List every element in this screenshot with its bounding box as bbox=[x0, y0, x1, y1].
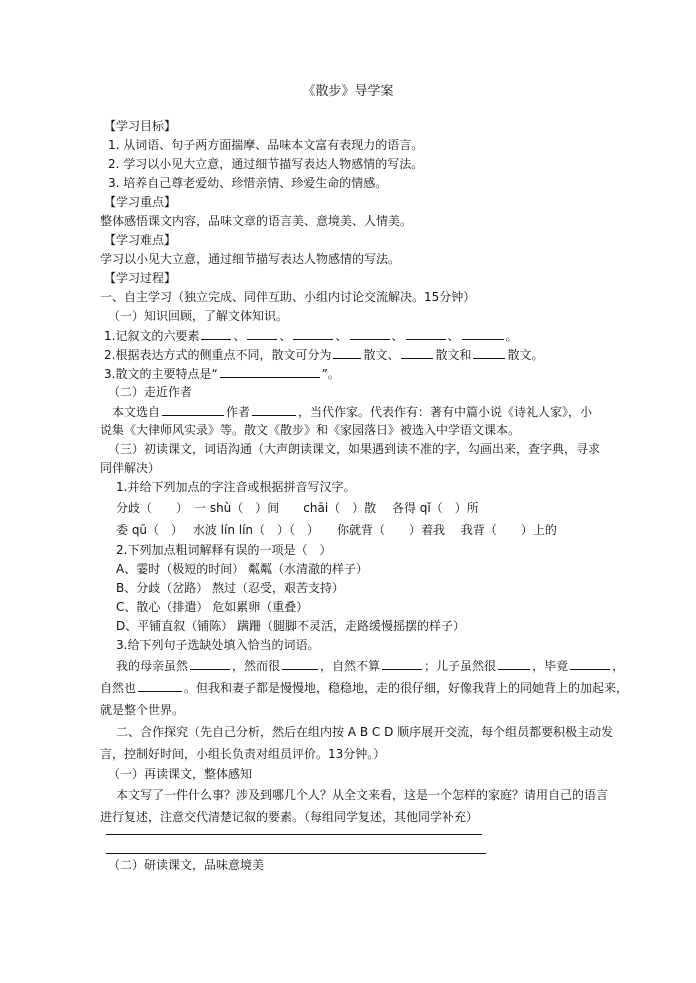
section3-title: （三）初读课文，词语沟通（大声朗读课文，如果遇到读不准的字，勾画出来，查字典，寻求 bbox=[108, 442, 601, 456]
author-line-2: 说集《大律师风实录》等。散文《散步》和《家园落日》被选入中学语文课本。 bbox=[100, 423, 521, 437]
part2-section1: （一）再读课文，整体感知 bbox=[108, 767, 253, 781]
blank[interactable] bbox=[350, 326, 390, 340]
blank[interactable] bbox=[282, 656, 318, 670]
q3-text: 3.散文的主要特点是“ bbox=[104, 367, 218, 381]
blank[interactable] bbox=[201, 326, 231, 340]
option-d: D、平铺直叙（铺陈） 蹒跚（腿脚不灵活，走路缓慢摇摆的样子） bbox=[116, 619, 466, 633]
part2-section2: （二）研读课文，品味意境美 bbox=[108, 858, 265, 872]
q1-prefix: 1.记叙文的六要素 bbox=[104, 329, 200, 343]
answer-line[interactable] bbox=[106, 853, 486, 854]
fill-line-3: 就是整个世界。 bbox=[100, 703, 185, 717]
blank[interactable] bbox=[293, 326, 333, 340]
author-text: 作者 bbox=[226, 405, 251, 419]
fill-text: ，自然不算 bbox=[320, 659, 381, 673]
page-title: 《散步》导学案 bbox=[302, 84, 394, 99]
part2-title: 二、合作探究（先自己分析，然后在组内按 A B C D 顺序展开交流，每个组员都要积极主动发 bbox=[116, 725, 614, 739]
fill-text: 。但我和妻子都是慢慢地，稳稳地，走的很仔细，好像我背上的同她背上的加起来， bbox=[184, 681, 629, 695]
task-1: 1.并给下列加点的字注音或根据拼音写汉字。 bbox=[116, 480, 356, 494]
goal-item: 2. 学习以小见大立意，通过细节描写表达人物感情的写法。 bbox=[108, 157, 424, 171]
task-3: 3.给下列句子选缺处填入恰当的词语。 bbox=[116, 638, 320, 652]
option-c: C、散心（排遣） 危如累卵（重叠） bbox=[116, 600, 309, 614]
option-a: A、霎时（极短的时间） 粼粼（水清澈的样子） bbox=[116, 562, 369, 576]
difficulty-text: 学习以小见大立意，通过细节描写表达人物感情的写法。 bbox=[100, 252, 401, 266]
part1-title: 一、自主学习（独立完成、同伴互助、小组内讨论交流解决。15分钟） bbox=[100, 290, 476, 304]
section1-title: （一）知识回顾，了解文体知识。 bbox=[108, 309, 289, 323]
blank[interactable] bbox=[406, 326, 446, 340]
section3-title-cont: 同伴解决） bbox=[100, 461, 161, 475]
task-2: 2.下列加点粗词解释有误的一项是（ ） bbox=[116, 543, 332, 557]
fill-text: 我的母亲虽然 bbox=[116, 659, 189, 673]
goals-header: 【学习目标】 bbox=[104, 119, 177, 133]
blank[interactable] bbox=[252, 402, 296, 416]
fill-line-1 bbox=[104, 655, 624, 677]
question-1: 1.记叙文的六要素 、 、 、 、 、 。 bbox=[104, 326, 624, 345]
process-header: 【学习过程】 bbox=[104, 271, 177, 285]
question-2 bbox=[104, 345, 624, 364]
author-line-1 bbox=[100, 402, 624, 421]
blank[interactable] bbox=[138, 678, 182, 692]
q2-text: 散文和 bbox=[435, 348, 472, 362]
q3-text: ”。 bbox=[321, 367, 340, 381]
part2-title-cont: 言，控制好时间，小组长负责对组员评价。13分钟。） bbox=[100, 747, 386, 761]
q1-suffix: 。 bbox=[505, 329, 518, 343]
key-text: 整体感悟课文内容，品味文章的语言美、意境美、人情美。 bbox=[100, 214, 413, 228]
fill-text: ， bbox=[612, 659, 625, 673]
fill-text: ，毕竟 bbox=[532, 659, 569, 673]
key-header: 【学习重点】 bbox=[104, 195, 177, 209]
blank[interactable] bbox=[382, 656, 422, 670]
blank[interactable] bbox=[570, 656, 610, 670]
goal-item: 1. 从词语、句子两方面揣摩、品味本文富有表现力的语言。 bbox=[108, 138, 424, 152]
fill-text: ，然而很 bbox=[232, 659, 281, 673]
blank[interactable] bbox=[247, 326, 277, 340]
blank[interactable] bbox=[462, 326, 504, 340]
q2-text: 2.根据表达方式的侧重点不同，散文可分为 bbox=[104, 348, 332, 362]
blank[interactable] bbox=[498, 656, 530, 670]
blank[interactable] bbox=[473, 345, 505, 359]
q2-text: 散文。 bbox=[507, 348, 544, 362]
fill-text: 自然也 bbox=[100, 681, 137, 695]
pinyin-row-2: 委 qū（ ） 水波 lín lín（ ）（ ） 你就背（ ）着我 我背（ ）上的 bbox=[116, 523, 557, 537]
section2-title: （二）走近作者 bbox=[108, 385, 193, 399]
part2-question: 本文写了一件什么事？涉及到哪几个人？从全文来看，这是一个怎样的家庭？请用自己的语言 bbox=[116, 788, 609, 802]
pinyin-row-1: 分歧（ ） 一 shù（ ）间 chāi（ ）散 各得 qǐ（ ）所 bbox=[116, 501, 479, 515]
author-text: 本文选自 bbox=[112, 405, 161, 419]
difficulty-header: 【学习难点】 bbox=[104, 233, 177, 247]
author-text: ，当代作家。代表作有：著有中篇小说《诗礼人家》，小 bbox=[298, 405, 593, 419]
blank[interactable] bbox=[190, 656, 230, 670]
blank[interactable] bbox=[333, 345, 361, 359]
document-body bbox=[100, 117, 629, 875]
blank[interactable] bbox=[162, 402, 224, 416]
fill-line-2 bbox=[100, 677, 629, 699]
part2-question-cont: 进行复述，注意交代清楚记叙的要素。（每组同学复述，其他同学补充） bbox=[100, 810, 479, 824]
question-3 bbox=[104, 364, 624, 383]
q2-text: 散文、 bbox=[363, 348, 400, 362]
blank[interactable] bbox=[220, 364, 320, 378]
goal-item: 3. 培养自己尊老爱幼、珍惜亲情、珍爱生命的情感。 bbox=[108, 176, 388, 190]
blank[interactable] bbox=[401, 345, 433, 359]
fill-text: ；儿子虽然很 bbox=[424, 659, 497, 673]
option-b: B、分歧（岔路） 熬过（忍受，艰苦支持） bbox=[116, 581, 345, 595]
